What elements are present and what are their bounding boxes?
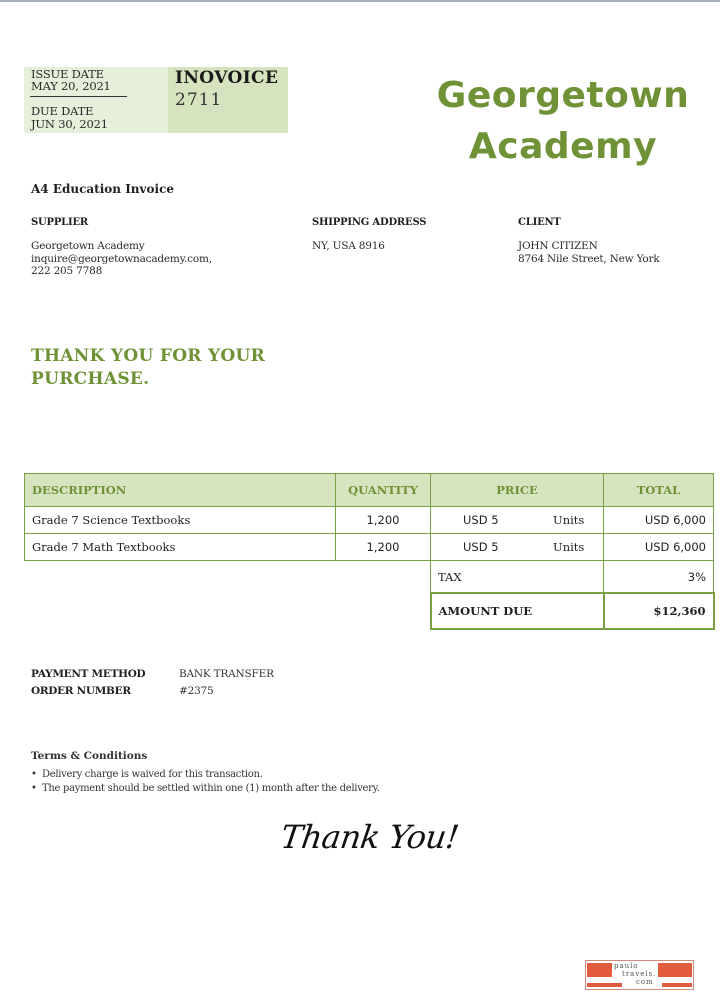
due-date-label: DUE DATE — [31, 104, 94, 118]
thank-you-message: THANK YOU FOR YOUR PURCHASE. — [31, 346, 266, 389]
table-row — [25, 534, 714, 561]
supplier-email: inquire@georgetownacademy.com, — [31, 252, 212, 265]
watermark-stripe — [658, 963, 692, 977]
supplier-name: Georgetown Academy — [31, 240, 145, 252]
row-description: Grade 7 Math Textbooks — [25, 534, 336, 561]
table-header-row — [25, 474, 714, 507]
row-price-value: USD 5 — [463, 540, 499, 554]
watermark-logo — [585, 960, 694, 990]
header-quantity: QUANTITY — [336, 474, 431, 507]
row-description: Grade 7 Science Textbooks — [25, 507, 336, 534]
supplier-details — [31, 240, 212, 278]
date-panel — [24, 67, 168, 133]
date-divider — [30, 96, 127, 97]
tax-row — [25, 561, 714, 594]
watermark-text — [614, 962, 659, 986]
due-date-value: JUN 30, 2021 — [31, 117, 108, 131]
line-items-table — [24, 473, 715, 630]
shipping-heading: SHIPPING ADDRESS — [312, 217, 427, 228]
tax-value: 3% — [604, 561, 714, 594]
client-heading: CLIENT — [518, 217, 561, 228]
document-title: A4 Education Invoice — [31, 182, 175, 196]
watermark-stripe — [587, 963, 612, 977]
terms-title: Terms & Conditions — [31, 750, 148, 762]
amount-due-label: AMOUNT DUE — [431, 593, 604, 629]
header-description: DESCRIPTION — [25, 474, 336, 507]
row-price-unit: Units — [553, 540, 585, 554]
client-name: JOHN CITIZEN — [518, 240, 598, 252]
row-price-unit: Units — [553, 513, 585, 527]
client-details — [518, 240, 660, 265]
watermark-stripe — [662, 983, 692, 987]
brand-line-1: Georgetown — [436, 75, 690, 116]
issue-date-value: MAY 20, 2021 — [31, 79, 111, 93]
payment-method-label: PAYMENT METHOD — [31, 668, 146, 680]
row-price-value: USD 5 — [463, 513, 499, 527]
tax-label: TAX — [431, 561, 604, 594]
header-total: TOTAL — [604, 474, 714, 507]
order-number-label: ORDER NUMBER — [31, 685, 131, 697]
empty-cell — [25, 593, 431, 629]
row-total: USD 6,000 — [604, 507, 714, 534]
header-price: PRICE — [431, 474, 604, 507]
watermark-line-1: paulo — [614, 962, 639, 970]
watermark-line-2: travels. — [622, 970, 657, 978]
row-price — [431, 534, 604, 561]
invoice-title: INOVOICE — [175, 68, 279, 88]
invoice-number-panel — [168, 67, 288, 133]
terms-item: • Delivery charge is waived for this transaction. — [31, 768, 380, 782]
brand-logo — [428, 70, 698, 172]
supplier-phone: 222 205 7788 — [31, 265, 103, 277]
brand-line-2: Academy — [468, 126, 658, 167]
row-price — [431, 507, 604, 534]
amount-due-value: $12,360 — [604, 593, 714, 629]
amount-due-row — [25, 593, 714, 629]
watermark-line-3: com — [636, 978, 654, 986]
invoice-number: 2711 — [175, 90, 223, 110]
table-row — [25, 507, 714, 534]
terms-list — [31, 768, 380, 795]
supplier-heading: SUPPLIER — [31, 217, 89, 228]
row-quantity: 1,200 — [336, 507, 431, 534]
signature-thank-you: Thank You! — [278, 818, 461, 856]
shipping-address: NY, USA 8916 — [312, 240, 385, 252]
row-quantity: 1,200 — [336, 534, 431, 561]
empty-cell — [25, 561, 431, 594]
issue-date-label: ISSUE DATE — [31, 67, 104, 81]
top-border — [0, 0, 720, 2]
row-total: USD 6,000 — [604, 534, 714, 561]
client-address: 8764 Nile Street, New York — [518, 252, 660, 265]
order-number-value: #2375 — [179, 685, 214, 697]
terms-item: • The payment should be settled within one (1) month after the delivery. — [31, 782, 380, 796]
payment-method-value: BANK TRANSFER — [179, 668, 274, 680]
